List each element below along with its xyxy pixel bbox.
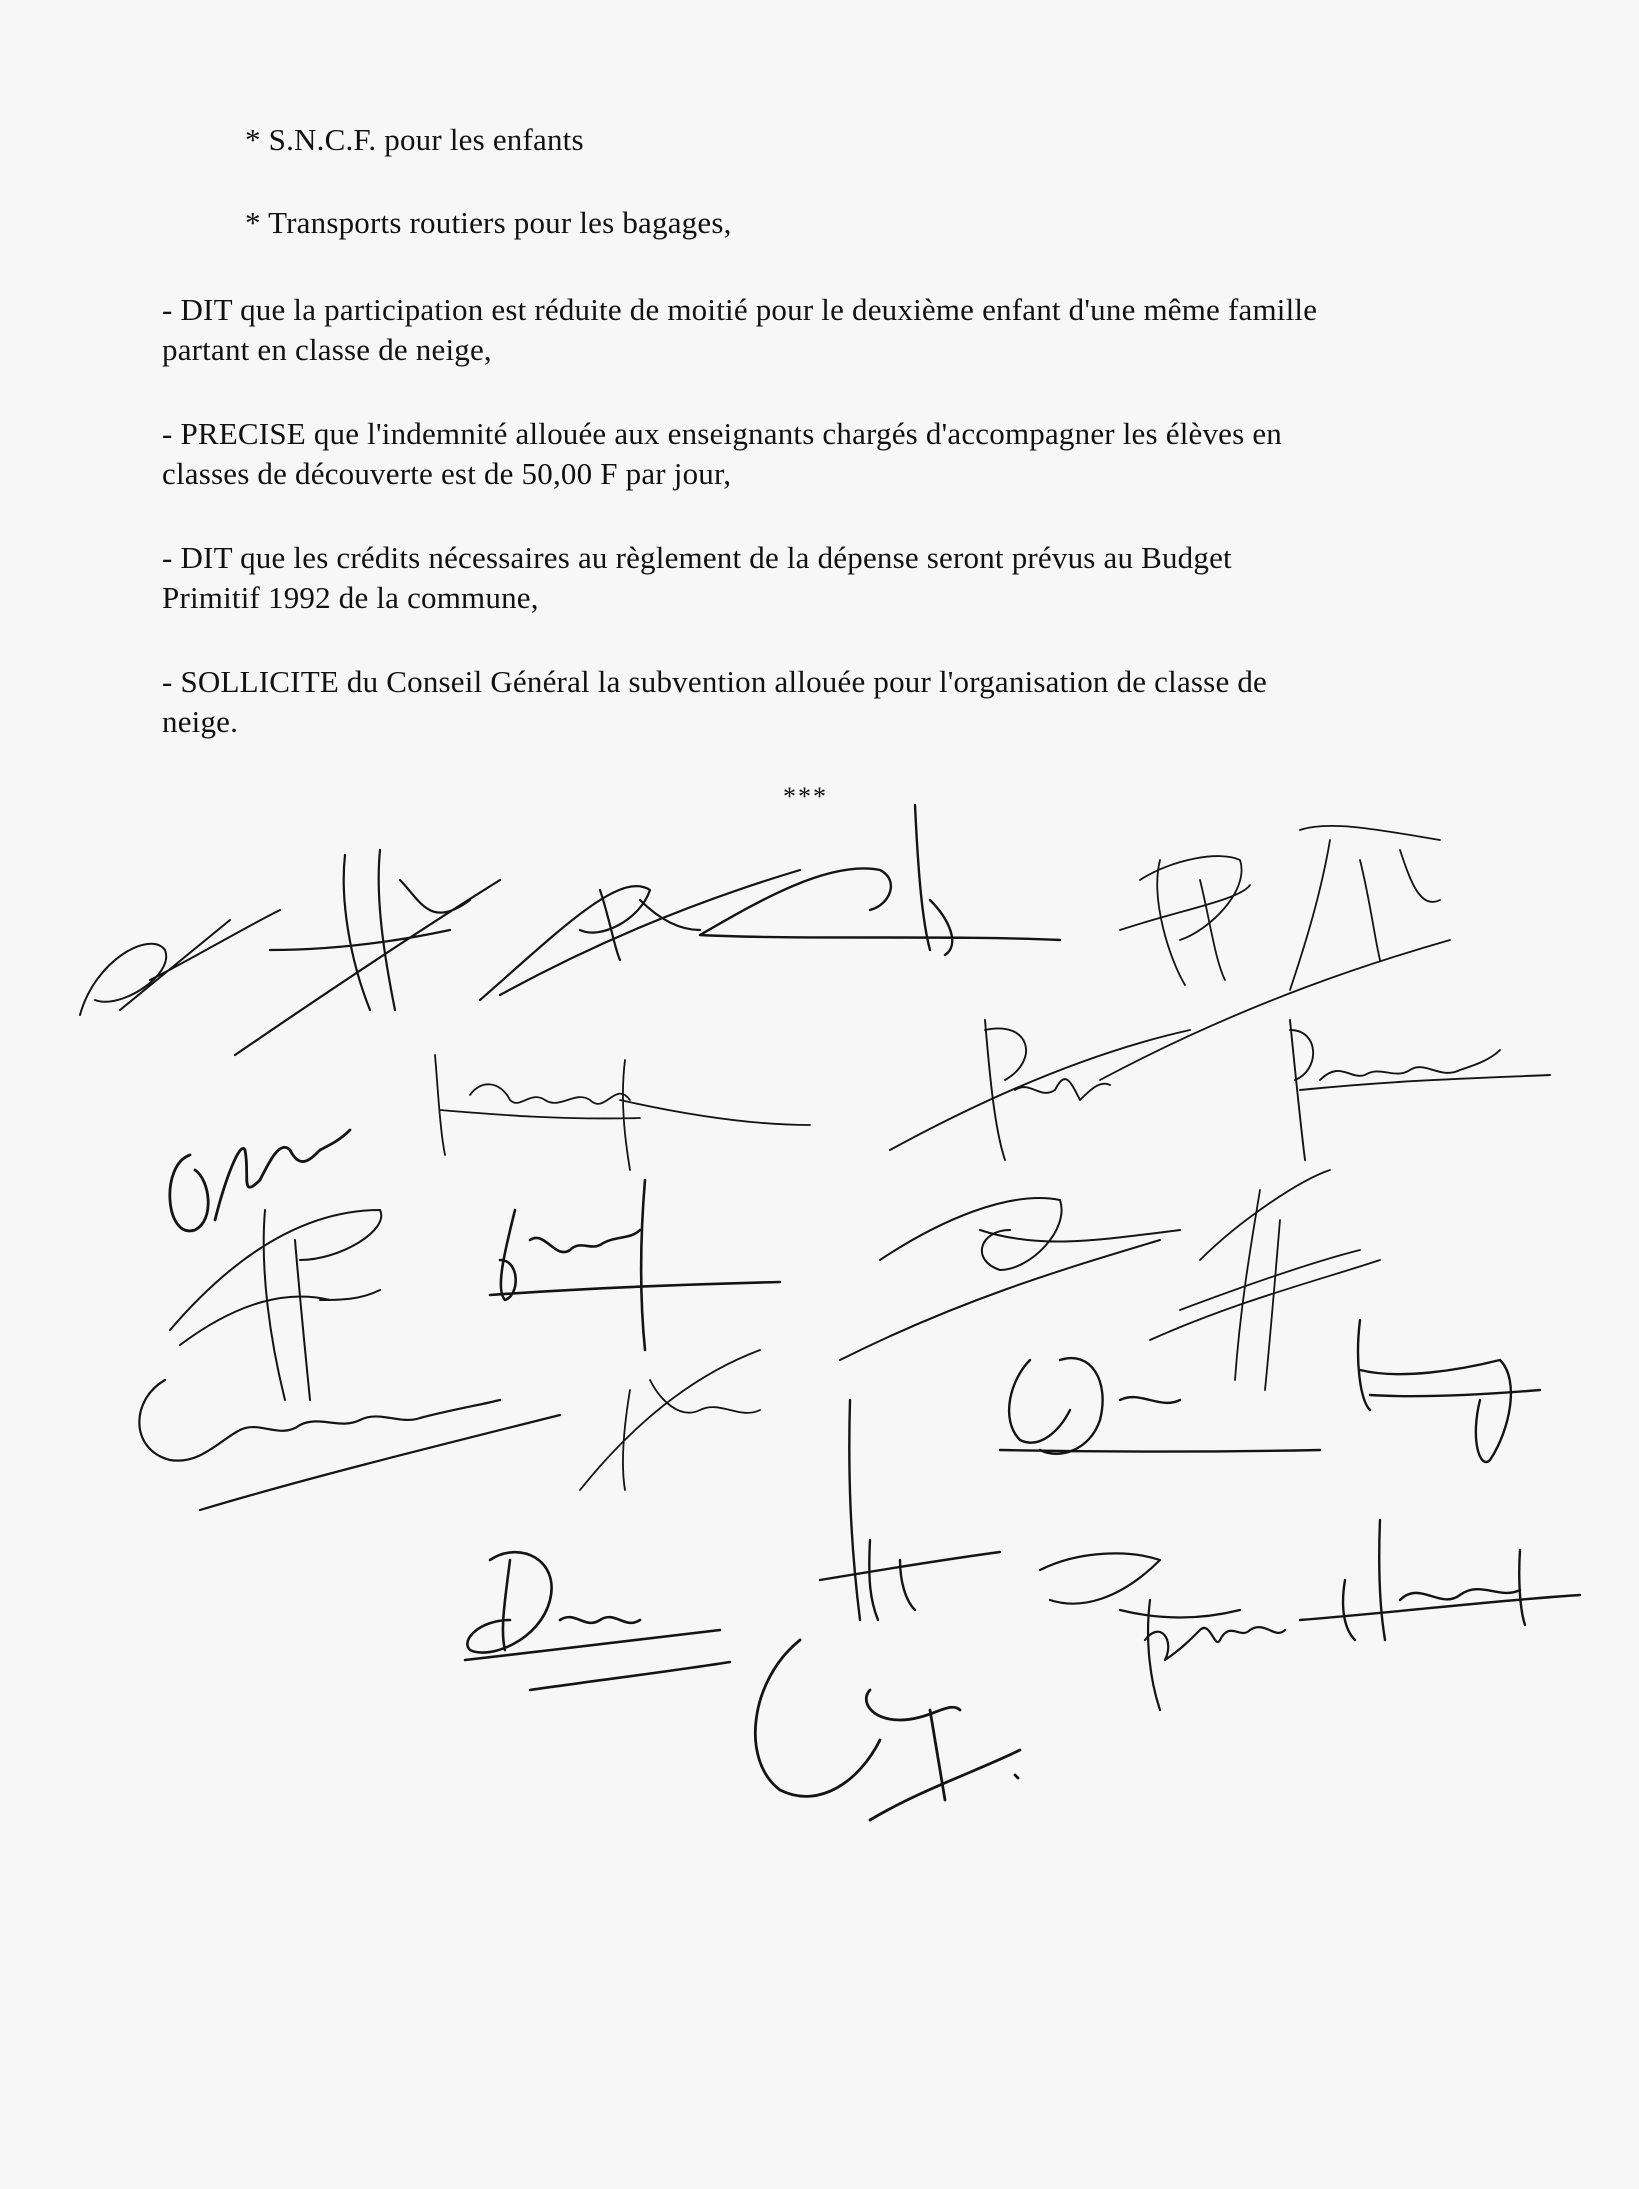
signature-peter <box>890 1020 1190 1160</box>
signature-8 <box>840 1198 1180 1360</box>
signature-7 <box>170 1210 381 1400</box>
signature-2 <box>235 850 500 1055</box>
bullet-transports: * Transports routiers pour les bagages, <box>245 205 732 240</box>
paragraph-dit-credits-line-1: - DIT que les crédits nécessaires au règlement de la dépense seront prévus au Budget <box>162 540 1232 575</box>
signature-louis-bertrand <box>435 1055 810 1170</box>
paragraph-dit-participation-line-2: partant en classe de neige, <box>162 332 492 367</box>
signature-9 <box>1150 1170 1380 1390</box>
signature-6 <box>1100 826 1450 1080</box>
separator-stars: *** <box>783 782 828 811</box>
signature-4 <box>700 805 1060 955</box>
signature-17 <box>1300 1520 1580 1640</box>
signature-ollier <box>170 1130 350 1231</box>
paragraph-precise-line-1: - PRECISE que l'indemnité allouée aux enseignants chargés d'accompagner les élèves en <box>162 416 1282 451</box>
signature-12 <box>1000 1358 1320 1454</box>
signature-14 <box>465 1552 730 1690</box>
signature-bello <box>1040 1553 1285 1710</box>
bullet-sncf: * S.N.C.F. pour les enfants <box>245 122 584 157</box>
signature-3 <box>480 870 800 1000</box>
signature-bichet <box>490 1180 780 1350</box>
signature-5 <box>1120 856 1250 985</box>
paragraph-dit-credits-line-2: Primitif 1992 de la commune, <box>162 580 539 615</box>
paragraph-sollicite-line-2: neige. <box>162 704 239 739</box>
signature-13 <box>1358 1320 1540 1462</box>
signature-10 <box>139 1380 560 1510</box>
signature-1 <box>80 910 280 1015</box>
signature-11 <box>580 1350 760 1490</box>
signature-16 <box>755 1640 1020 1820</box>
paragraph-dit-participation-line-1: - DIT que la participation est réduite de moitié pour le deuxième enfant d'une même famille <box>162 292 1318 327</box>
signature-prosper <box>1290 1020 1550 1160</box>
signature-15 <box>820 1400 1000 1620</box>
paragraph-sollicite-line-1: - SOLLICITE du Conseil Général la subvention allouée pour l'organisation de classe de <box>162 664 1268 699</box>
paragraph-precise-line-2: classes de découverte est de 50,00 F par jour, <box>162 456 732 491</box>
